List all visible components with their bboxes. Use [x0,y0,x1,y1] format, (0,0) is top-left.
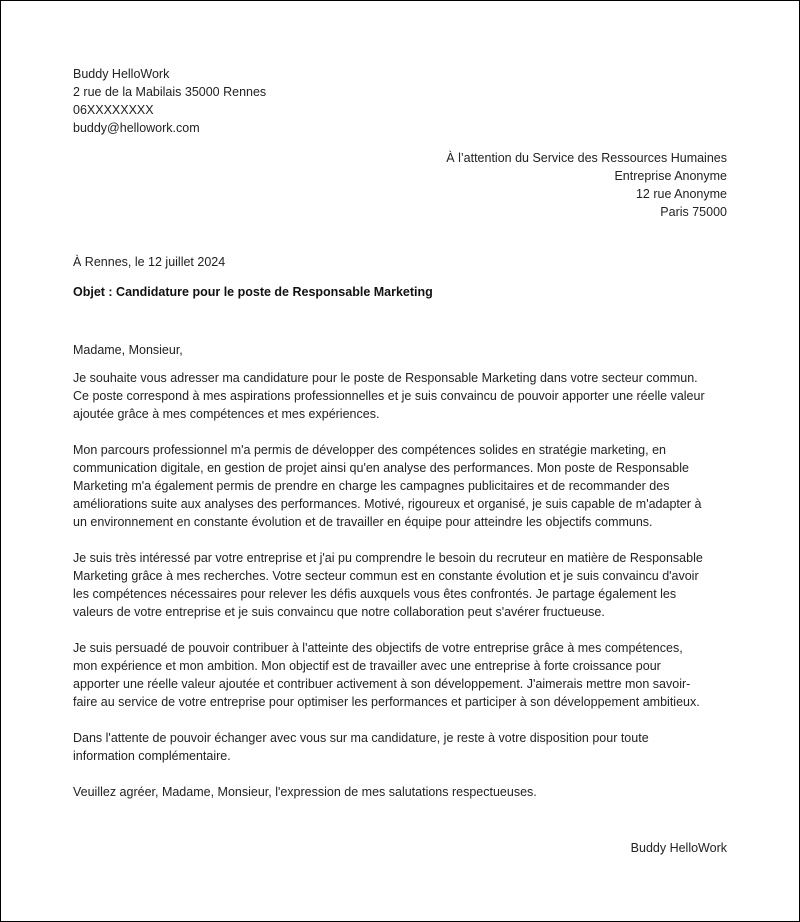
recipient-street: 12 rue Anonyme [635,187,727,201]
recipient-attention: À l’attention du Service des Ressources Humaines [446,151,727,165]
paragraph-line: ajoutée grâce à mes compétences et mes expériences. [73,407,380,421]
paragraph-line: Mon parcours professionnel m'a permis de développer des compétences solides en stratégie marketing, en [73,443,666,457]
recipient-block [446,149,727,221]
paragraph-line: apporter une réelle valeur ajoutée et contribuer activement à son développement. J'aimerais mettre mon savoir- [73,677,691,691]
paragraph-line: un environnement en constante évolution et de travailler en équipe pour atteindre les objectifs communs. [73,515,653,529]
paragraph-line: mon expérience et mon ambition. Mon objectif est de travailler avec une entreprise à forte croissance pour [73,659,661,673]
paragraph-line: Je suis très intéressé par votre entreprise et j'ai pu comprendre le besoin du recruteur en matière de Responsable [73,551,703,565]
letter-body [73,341,733,819]
paragraph-closing [73,783,733,801]
paragraph-company-interest [73,549,733,621]
paragraph-contribution [73,639,733,711]
paragraph-line: Dans l'attente de pouvoir échanger avec vous sur ma candidature, je reste à votre disposition pour toute [73,731,649,745]
paragraph-background [73,441,733,531]
paragraph-line: Je souhaite vous adresser ma candidature pour le poste de Responsable Marketing dans votre secteur commun. [73,371,698,385]
paragraph-line: valeurs de votre entreprise et je suis convaincu que notre collaboration peut s'avérer fructueuse. [73,605,605,619]
paragraph-availability [73,729,733,765]
paragraph-line: Ce poste correspond à mes aspirations professionnelles et je suis convaincu de pouvoir apporter une réelle valeur [73,389,705,403]
paragraph-line: Marketing m'a également permis de prendre en charge les campagnes publicitaires et de recommander des [73,479,670,493]
recipient-city: Paris 75000 [660,205,727,219]
salutation: Madame, Monsieur, [73,343,183,357]
paragraph-line: Marketing grâce à mes recherches. Votre secteur commun est en constante évolution et je suis convaincu d'avoir [73,569,699,583]
sender-block [73,65,266,137]
paragraph-line: les compétences nécessaires pour relever les défis auxquels vous êtes confrontés. Je partage également les [73,587,677,601]
paragraph-line: information complémentaire. [73,749,231,763]
paragraph-line: améliorations suite aux analyses des performances. Motivé, rigoureux et organisé, je suis capable de m'adapter à [73,497,702,511]
paragraph-line: Veuillez agréer, Madame, Monsieur, l'expression de mes salutations respectueuses. [73,785,537,799]
place-date: À Rennes, le 12 juillet 2024 [73,255,226,269]
letter-subject: Objet : Candidature pour le poste de Responsable Marketing [73,285,433,299]
signature: Buddy HelloWork [630,841,727,855]
paragraph-introduction [73,369,733,423]
sender-address: 2 rue de la Mabilais 35000 Rennes [73,85,267,99]
paragraph-line: faire au service de votre entreprise pour optimiser les performances et participer à son développement ambitieux. [73,695,700,709]
sender-name: Buddy HelloWork [73,67,170,81]
sender-email: buddy@hellowork.com [73,121,200,135]
paragraph-line: communication digitale, en gestion de projet ainsi qu'en analyse des performances. Mon poste de Responsable [73,461,689,475]
recipient-company: Entreprise Anonyme [614,169,727,183]
sender-phone: 06XXXXXXXX [73,103,154,117]
paragraph-line: Je suis persuadé de pouvoir contribuer à l'atteinte des objectifs de votre entreprise grâce à mes compétences, [73,641,683,655]
